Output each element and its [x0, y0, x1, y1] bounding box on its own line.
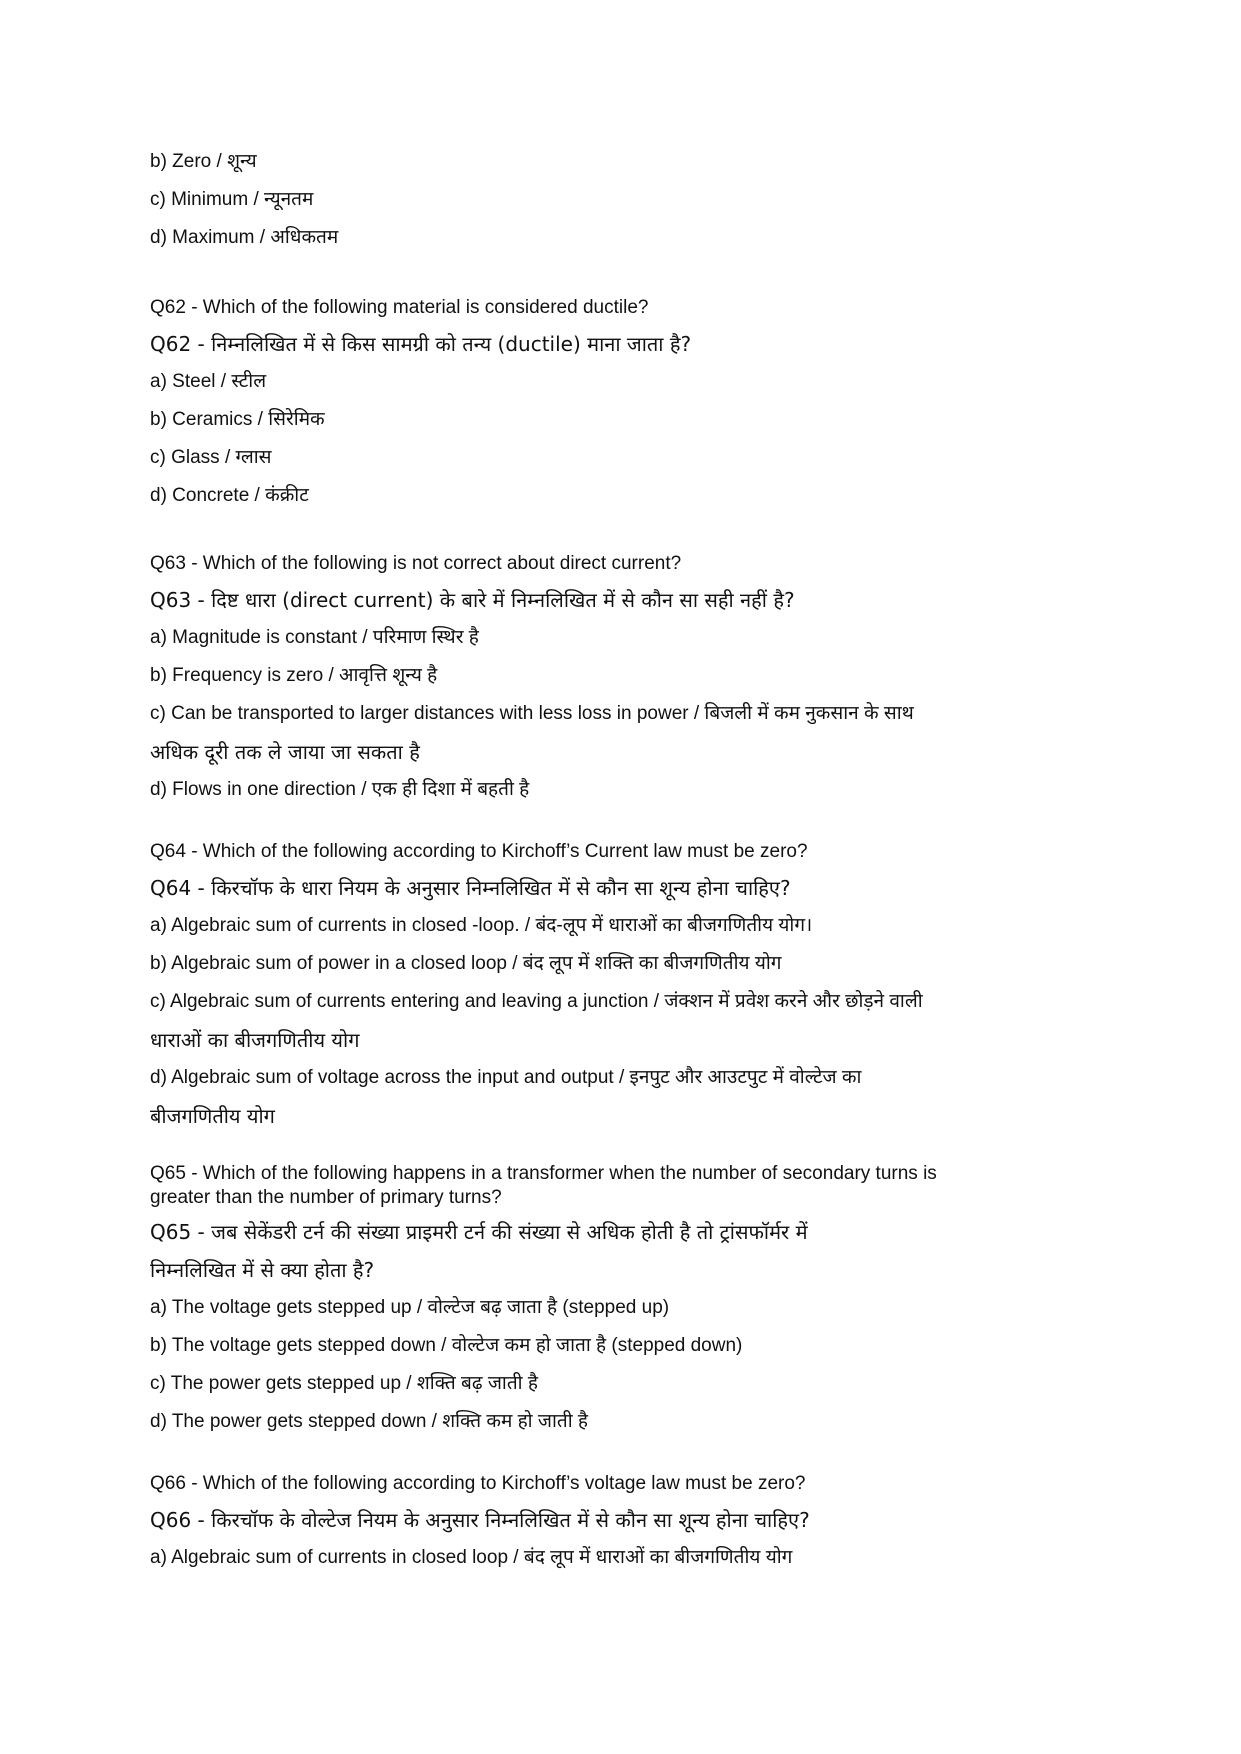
option-a: a) The voltage gets stepped up / वोल्टेज बढ़ जाता है (stepped up): [150, 1297, 670, 1318]
question-text-english-continued: greater than the number of primary turns?: [150, 1187, 502, 1208]
question-text-hindi-continued: निम्नलिखित में से क्या होता है?: [150, 1258, 375, 1282]
question-text-hindi: Q65 - जब सेकेंडरी टर्न की संख्या प्राइमरी टर्न की संख्या से अधिक होती है तो ट्रांसफॉर्मर में: [150, 1220, 808, 1244]
option-c-continued: अधिक दूरी तक ले जाया जा सकता है: [150, 740, 420, 764]
option-b: b) The voltage gets stepped down / वोल्टेज कम हो जाता है (stepped down): [150, 1335, 743, 1356]
option-c: c) Glass / ग्लास: [150, 447, 272, 468]
option-d-continued: बीजगणितीय योग: [150, 1104, 275, 1128]
option-c: c) Algebraic sum of currents entering and leaving a junction / जंक्शन में प्रवेश करने और छोड़ने वाली: [150, 991, 923, 1012]
question-text-hindi: Q63 - दिष्ट धारा (direct current) के बारे में निम्नलिखित में से कौन सा सही नहीं है?: [150, 588, 795, 612]
option-b: b) Algebraic sum of power in a closed loop / बंद लूप में शक्ति का बीजगणितीय योग: [150, 953, 782, 974]
question-text-hindi: Q62 - निम्नलिखित में से किस सामग्री को तन्य (ductile) माना जाता है?: [150, 332, 692, 356]
question-text-english: Q64 - Which of the following according to Kirchoff’s Current law must be zero?: [150, 841, 808, 862]
option-a: a) Steel / स्टील: [150, 371, 267, 392]
option-c: c) Can be transported to larger distances with less loss in power / बिजली में कम नुकसान के साथ: [150, 703, 914, 724]
option-b: b) Zero / शून्य: [150, 151, 257, 172]
option-b: b) Frequency is zero / आवृत्ति शून्य है: [150, 665, 438, 686]
question-text-hindi: Q64 - किरचॉफ के धारा नियम के अनुसार निम्नलिखित में से कौन सा शून्य होना चाहिए?: [150, 876, 791, 900]
question-text-english: Q62 - Which of the following material is considered ductile?: [150, 297, 649, 318]
question-text-english: Q66 - Which of the following according to Kirchoff’s voltage law must be zero?: [150, 1473, 806, 1494]
option-b: b) Ceramics / सिरेमिक: [150, 409, 325, 430]
question-text-hindi: Q66 - किरचॉफ के वोल्टेज नियम के अनुसार निम्नलिखित में से कौन सा शून्य होना चाहिए?: [150, 1508, 810, 1532]
option-a: a) Algebraic sum of currents in closed loop / बंद लूप में धाराओं का बीजगणितीय योग: [150, 1547, 793, 1568]
option-d: d) Algebraic sum of voltage across the input and output / इनपुट और आउटपुट में वोल्टेज का: [150, 1067, 862, 1088]
option-c-continued: धाराओं का बीजगणितीय योग: [150, 1028, 360, 1052]
option-a: a) Magnitude is constant / परिमाण स्थिर है: [150, 627, 479, 648]
option-a: a) Algebraic sum of currents in closed -loop. / बंद-लूप में धाराओं का बीजगणितीय योग।: [150, 915, 813, 936]
option-c: c) The power gets stepped up / शक्ति बढ़ जाती है: [150, 1373, 538, 1394]
option-d: d) Concrete / कंक्रीट: [150, 485, 309, 506]
option-d: d) Maximum / अधिकतम: [150, 227, 339, 248]
option-d: d) Flows in one direction / एक ही दिशा में बहती है: [150, 779, 530, 800]
question-text-english: Q65 - Which of the following happens in a transformer when the number of secondary turns is: [150, 1163, 937, 1184]
option-d: d) The power gets stepped down / शक्ति कम हो जाती है: [150, 1411, 589, 1432]
question-text-english: Q63 - Which of the following is not correct about direct current?: [150, 553, 682, 574]
option-c: c) Minimum / न्यूनतम: [150, 189, 314, 210]
